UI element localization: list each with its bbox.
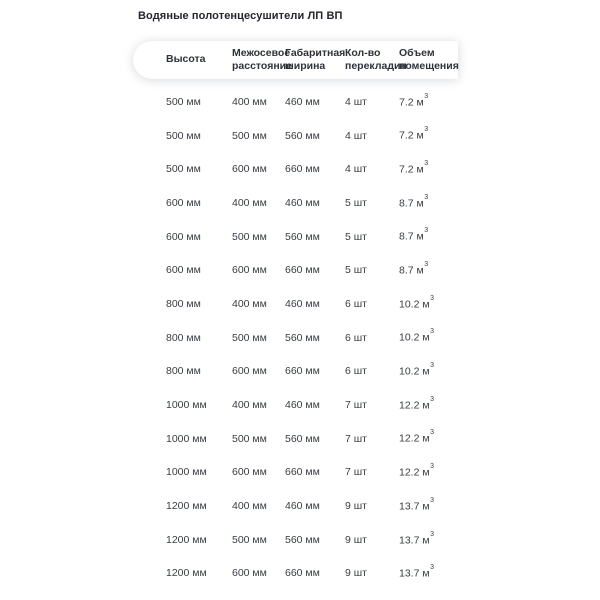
cell-height: 1000 мм	[166, 432, 207, 445]
cell-volume: 12.2 $м^3$	[399, 463, 434, 479]
cell-width: 560 мм	[285, 129, 320, 142]
cell-width: 560 мм	[285, 331, 320, 344]
volume-superscript: 3	[424, 92, 429, 100]
table-row	[133, 186, 458, 220]
cell-axial: 400 мм	[232, 399, 267, 412]
table-row	[133, 287, 458, 321]
cell-width: 560 мм	[285, 533, 320, 546]
cell-height: 800 мм	[166, 297, 201, 310]
cell-width: 660 мм	[285, 264, 320, 277]
cell-bars: 9 шт	[345, 500, 367, 513]
cell-height: 1000 мм	[166, 466, 207, 479]
column-header-axial-distance: Межосевое расстояние	[232, 46, 292, 72]
cell-width: 660 мм	[285, 163, 320, 176]
cell-bars: 6 шт	[345, 365, 367, 378]
volume-superscript: 3	[424, 227, 429, 235]
table-row	[133, 321, 458, 355]
cell-height: 500 мм	[166, 95, 201, 108]
cell-volume: 7.2 $м^3$	[399, 126, 429, 142]
cell-volume: 8.7 $м^3$	[399, 227, 429, 243]
volume-superscript: 3	[430, 328, 434, 336]
cell-axial: 600 мм	[232, 365, 267, 378]
table-row	[133, 355, 458, 389]
cell-volume: 10.2 $м^3$	[399, 294, 434, 311]
cell-axial: 400 мм	[232, 95, 267, 108]
cell-bars: 9 шт	[345, 567, 367, 580]
cell-bars: 4 шт	[345, 129, 367, 142]
volume-superscript: 3	[430, 395, 434, 403]
table-header-row	[133, 41, 458, 79]
cell-volume: 8.7 $м^3$	[399, 193, 429, 210]
table-row	[133, 119, 458, 153]
cell-axial: 500 мм	[232, 230, 267, 243]
cell-width: 560 мм	[285, 230, 320, 243]
cell-bars: 5 шт	[345, 264, 367, 277]
cell-width: 460 мм	[285, 500, 320, 513]
cell-height: 600 мм	[166, 230, 201, 243]
volume-superscript: 3	[424, 193, 429, 201]
cell-axial: 500 мм	[232, 533, 267, 546]
table-row	[133, 456, 458, 490]
table-body	[133, 85, 458, 590]
cell-axial: 500 мм	[232, 331, 267, 344]
cell-height: 1200 мм	[166, 567, 207, 580]
cell-width: 660 мм	[285, 365, 320, 378]
cell-axial: 500 мм	[232, 129, 267, 142]
cell-bars: 7 шт	[345, 399, 367, 412]
cell-axial: 600 мм	[232, 466, 267, 479]
cell-bars: 4 шт	[345, 95, 367, 108]
cell-axial: 400 мм	[232, 500, 267, 513]
cell-volume: 13.7 $м^3$	[399, 564, 434, 580]
cell-height: 600 мм	[166, 264, 201, 277]
table-row	[133, 388, 458, 422]
cell-volume: 13.7 $м^3$	[399, 496, 434, 513]
cell-height: 800 мм	[166, 331, 201, 344]
cell-bars: 9 шт	[345, 533, 367, 546]
table-row	[133, 523, 458, 557]
volume-superscript: 3	[430, 496, 434, 504]
cell-axial: 400 мм	[232, 196, 267, 209]
cell-width: 560 мм	[285, 432, 320, 445]
cell-width: 660 мм	[285, 466, 320, 479]
volume-superscript: 3	[430, 362, 434, 370]
cell-bars: 6 шт	[345, 297, 367, 310]
cell-volume: 10.2 $м^3$	[399, 362, 434, 378]
table-row	[133, 489, 458, 523]
cell-axial: 600 мм	[232, 567, 267, 580]
volume-superscript: 3	[430, 564, 434, 572]
cell-height: 1200 мм	[166, 533, 207, 546]
cell-height: 600 мм	[166, 196, 201, 209]
volume-superscript: 3	[430, 530, 434, 538]
cell-bars: 6 шт	[345, 331, 367, 344]
volume-superscript: 3	[430, 463, 434, 471]
column-header-crossbar-count: Кол-во перекладин	[345, 46, 407, 72]
cell-axial: 400 мм	[232, 297, 267, 310]
cell-bars: 5 шт	[345, 196, 367, 209]
cell-axial: 600 мм	[232, 264, 267, 277]
volume-superscript: 3	[424, 261, 429, 269]
cell-height: 800 мм	[166, 365, 201, 378]
cell-height: 1000 мм	[166, 399, 207, 412]
table-row	[133, 220, 458, 254]
table-row	[133, 422, 458, 456]
table-row	[133, 85, 458, 119]
cell-bars: 7 шт	[345, 432, 367, 445]
cell-height: 500 мм	[166, 129, 201, 142]
cell-width: 460 мм	[285, 399, 320, 412]
cell-width: 460 мм	[285, 95, 320, 108]
cell-volume: 12.2 $м^3$	[399, 429, 434, 445]
cell-volume: 12.2 $м^3$	[399, 395, 434, 412]
volume-superscript: 3	[430, 294, 434, 302]
page-title: Водяные полотенцесушители ЛП ВП	[138, 10, 343, 22]
cell-width: 660 мм	[285, 567, 320, 580]
cell-volume: 13.7 $м^3$	[399, 530, 434, 547]
table-row	[133, 253, 458, 287]
table-row	[133, 152, 458, 186]
cell-bars: 4 шт	[345, 163, 367, 176]
cell-axial: 500 мм	[232, 432, 267, 445]
cell-volume: 10.2 $м^3$	[399, 328, 434, 344]
cell-height: 1200 мм	[166, 500, 207, 513]
cell-width: 460 мм	[285, 196, 320, 209]
column-header-room-volume: Объем помещения	[399, 46, 459, 72]
cell-width: 460 мм	[285, 297, 320, 310]
volume-superscript: 3	[424, 126, 429, 134]
cell-volume: 7.2 $м^3$	[399, 92, 429, 109]
table-row	[133, 557, 458, 591]
cell-bars: 5 шт	[345, 230, 367, 243]
cell-volume: 7.2 $м^3$	[399, 159, 429, 176]
cell-volume: 8.7 $м^3$	[399, 261, 429, 277]
volume-superscript: 3	[424, 159, 429, 167]
cell-bars: 7 шт	[345, 466, 367, 479]
spec-table	[133, 41, 458, 590]
volume-superscript: 3	[430, 429, 434, 437]
column-header-height: Высота	[166, 53, 206, 66]
cell-axial: 600 мм	[232, 163, 267, 176]
column-header-overall-width: Габаритная ширина	[285, 46, 346, 72]
cell-height: 500 мм	[166, 163, 201, 176]
